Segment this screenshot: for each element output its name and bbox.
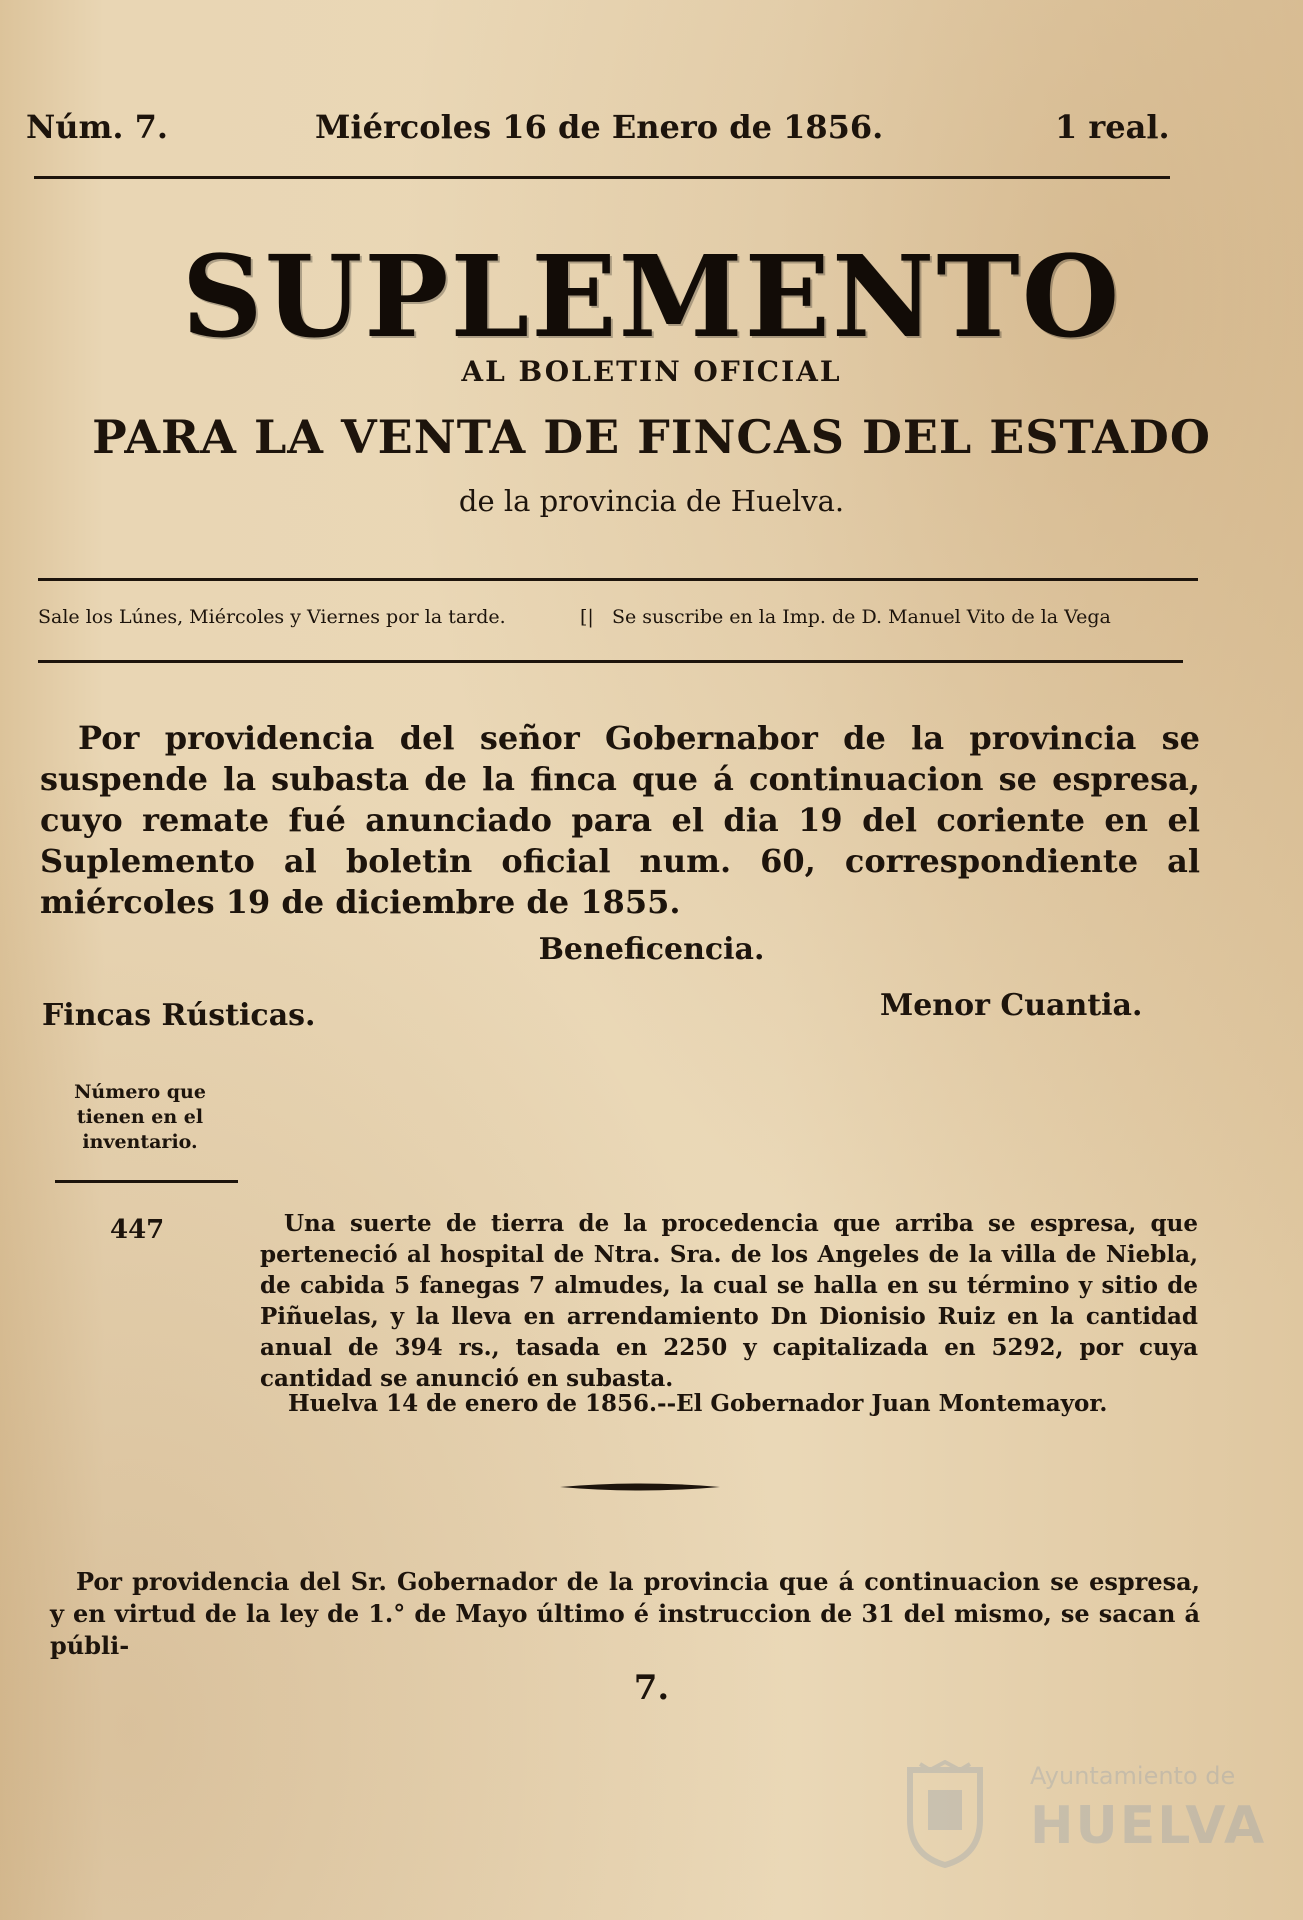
entry-description: Una suerte de tierra de la procedencia que arriba se espresa, que perteneció al hospital de Ntra. Sra. de los Angeles de la villa de Niebla, de cabida 5 fanegas 7 almudes, la cual se halla en su término y sitio de Piñuelas, y la lleva en arrendamiento Dn Dionisio Ruiz en la cantidad anual de 394 rs., tasada en 2250 y capitalizada en 5292, por cuya cantidad se anunció en subasta. [260, 1210, 1198, 1392]
cuantia-heading: Menor Cuantia. [880, 988, 1143, 1023]
issue-price: 1 real. [1055, 108, 1170, 146]
issue-date: Miércoles 16 de Enero de 1856. [315, 108, 884, 146]
page-number: 7. [633, 1668, 670, 1708]
fincas-heading: Fincas Rústicas. [42, 998, 316, 1033]
entry-number: 447 [110, 1215, 165, 1245]
publication-schedule: Sale los Lúnes, Miércoles y Viernes por la tarde. [38, 606, 506, 628]
masthead-title: SUPLEMENTO [181, 232, 1122, 363]
sale-notice: Por providencia del Sr. Gobernador de la provincia que á continuacion se espresa, y en virtud de la ley de 1.° de Mayo último é instruccion de 31 del mismo, se sacan á públi- [50, 1567, 1200, 1660]
subscription-info: Se suscribe en la Imp. de D. Manuel Vito de la Vega [612, 606, 1111, 628]
inventory-column-header: Número que tienen en el inventario. [74, 1081, 206, 1153]
city-crest-icon [900, 1760, 990, 1870]
watermark-line-1: Ayuntamiento de [1030, 1762, 1236, 1790]
section-heading: Beneficencia. [538, 932, 765, 967]
masthead-subtitle: AL BOLETIN OFICIAL [461, 355, 842, 388]
watermark [880, 1756, 1267, 1876]
masthead-headline: PARA LA VENTA DE FINCAS DEL ESTADO [92, 410, 1211, 464]
signature-line: Huelva 14 de enero de 1856.--El Gobernador Juan Montemayor. [288, 1390, 1108, 1417]
issue-number: Núm. 7. [26, 108, 169, 146]
info-rule [38, 660, 1183, 663]
suspension-notice: Por providencia del señor Gobernabor de la provincia se suspende la subasta de la finca que á continuacion se espresa, cuyo remate fué anunciado para el dia 19 del coriente en el Suplemento al boletin oficial num. 60, correspondiente al miércoles 19 de diciembre de 1855. [40, 719, 1200, 921]
info-separator: [| [580, 606, 594, 628]
watermark-line-2: HUELVA [1030, 1796, 1267, 1856]
ornament-divider [560, 1480, 720, 1494]
masthead-province: de la provincia de Huelva. [458, 484, 845, 518]
header-rule [34, 176, 1170, 179]
masthead-rule [38, 578, 1198, 581]
column-rule [55, 1180, 238, 1183]
